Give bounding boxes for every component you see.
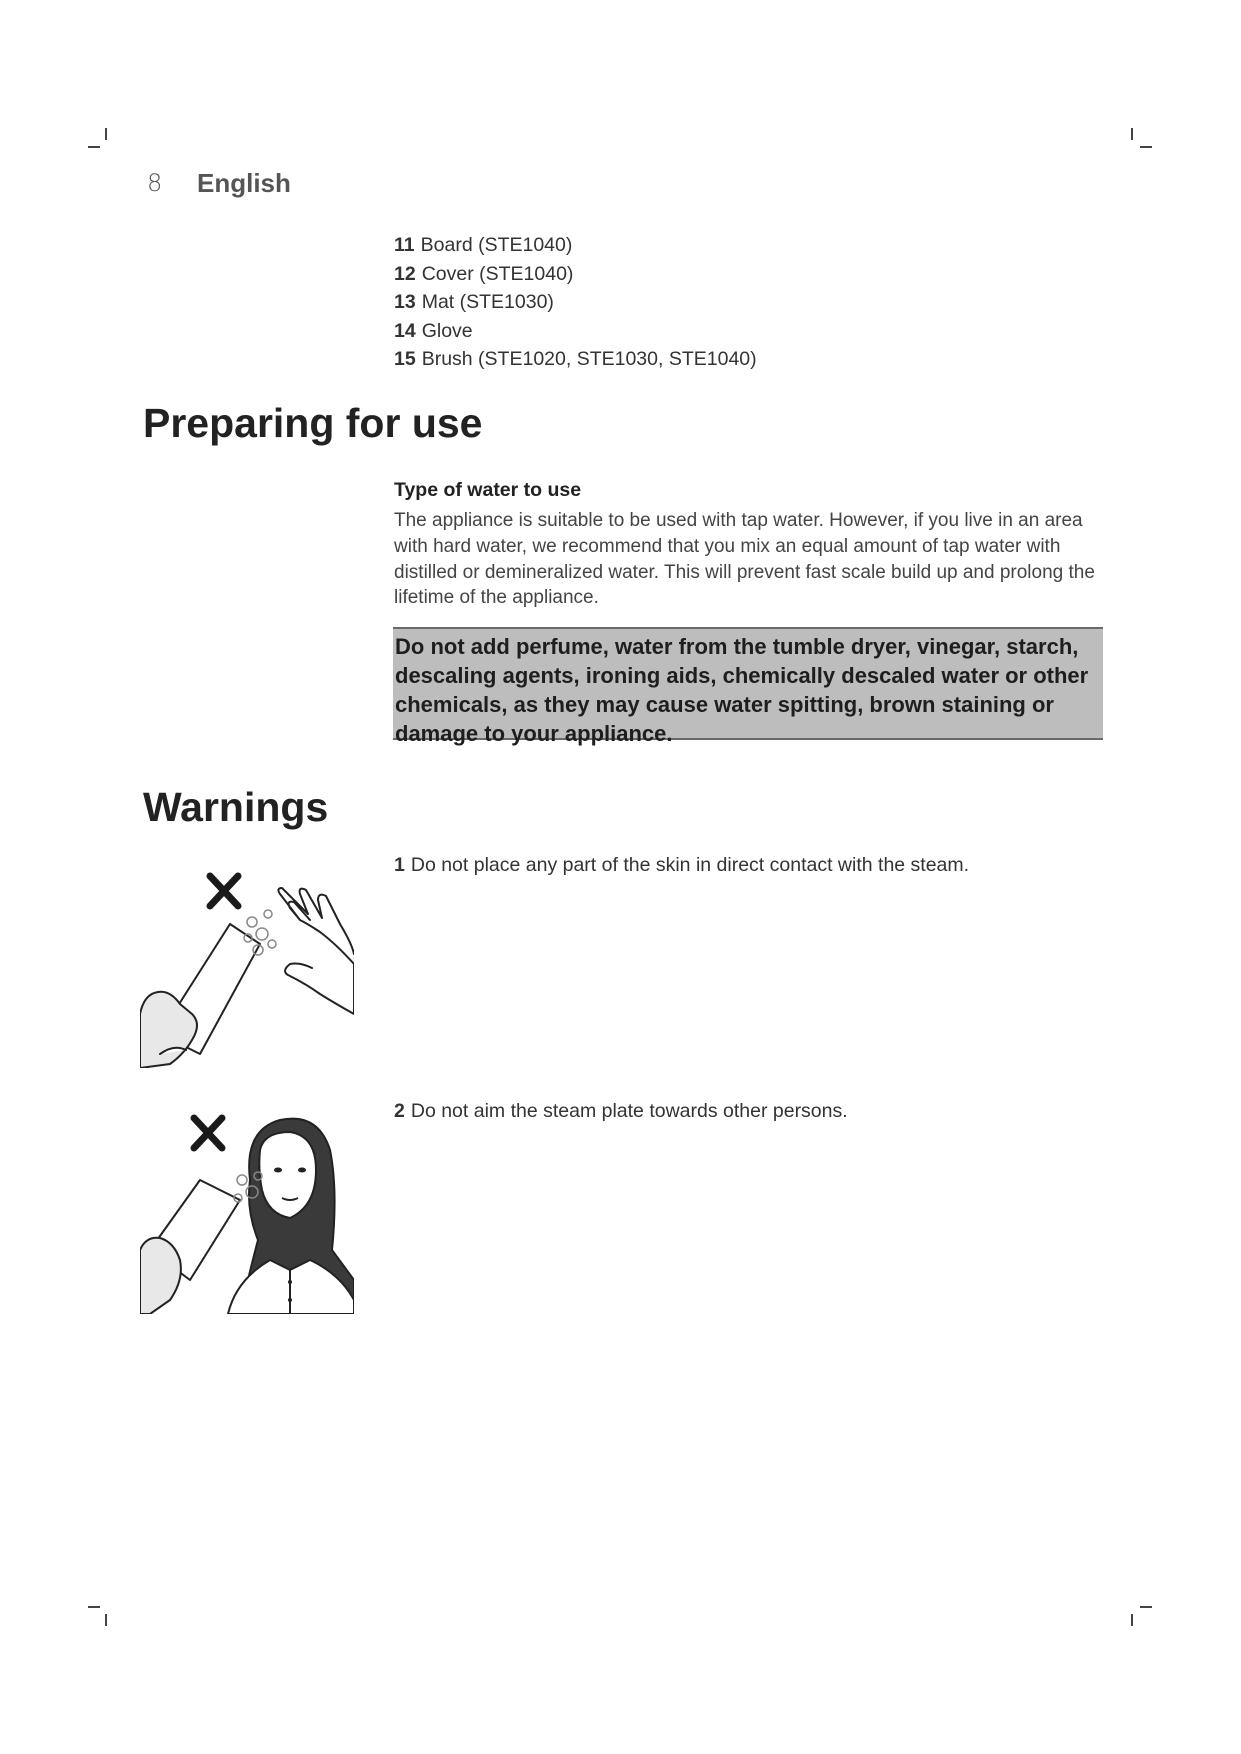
list-item	[394, 231, 757, 260]
crop-mark	[88, 1606, 100, 1608]
parts-list	[394, 231, 757, 374]
list-item	[394, 288, 757, 317]
language-label: English	[197, 168, 291, 198]
list-item	[394, 317, 757, 346]
caution-text: Do not add perfume, water from the tumble dryer, vinegar, starch, descaling agents, ironing aids, chemically descaled water or other chemicals, as they may cause water spitting, brown staining or damage to your appliance.	[395, 634, 1089, 746]
item-number: 15	[394, 348, 416, 370]
subheading-water-type: Type of water to use	[394, 479, 582, 501]
item-text: Brush (STE1020, STE1030, STE1040)	[421, 348, 757, 370]
caution-box	[393, 627, 1103, 746]
crop-mark	[1131, 1614, 1133, 1626]
steam-on-hand-illustration	[140, 864, 354, 1068]
page-number: 8	[147, 169, 163, 197]
list-item	[394, 345, 757, 374]
crop-mark	[88, 146, 100, 148]
crop-mark	[1140, 1606, 1152, 1608]
item-number: 13	[394, 291, 416, 313]
item-number: 12	[394, 262, 416, 285]
warning-number: 1	[394, 854, 405, 876]
crop-mark	[105, 128, 107, 140]
crop-mark	[105, 1614, 107, 1626]
warning-number: 2	[394, 1100, 405, 1122]
item-text: Glove	[421, 319, 473, 342]
steam-on-person-illustration	[140, 1110, 354, 1314]
list-item	[394, 260, 757, 289]
section-heading-preparing: Preparing for use	[143, 400, 483, 446]
item-number: 14	[394, 319, 416, 342]
crop-mark	[1131, 128, 1133, 140]
warning-text: Do not aim the steam plate towards other persons.	[410, 1100, 848, 1122]
water-type-paragraph: The appliance is suitable to be used with tap water. However, if you live in an area with hard water, we recommend that you mix an equal amount of tap water with distilled or demineralized water. This will prevent fast scale build up and prolong the lifetime of the appliance.	[394, 510, 1095, 609]
warning-item	[394, 854, 969, 877]
section-heading-warnings: Warnings	[143, 784, 329, 830]
item-text: Cover (STE1040)	[421, 262, 574, 285]
item-text: Board (STE1040)	[420, 234, 573, 256]
warning-item	[394, 1100, 848, 1123]
item-number: 11	[394, 234, 415, 256]
warning-text: Do not place any part of the skin in direct contact with the steam.	[410, 854, 970, 876]
item-text: Mat (STE1030)	[421, 291, 554, 313]
crop-mark	[1140, 146, 1152, 148]
